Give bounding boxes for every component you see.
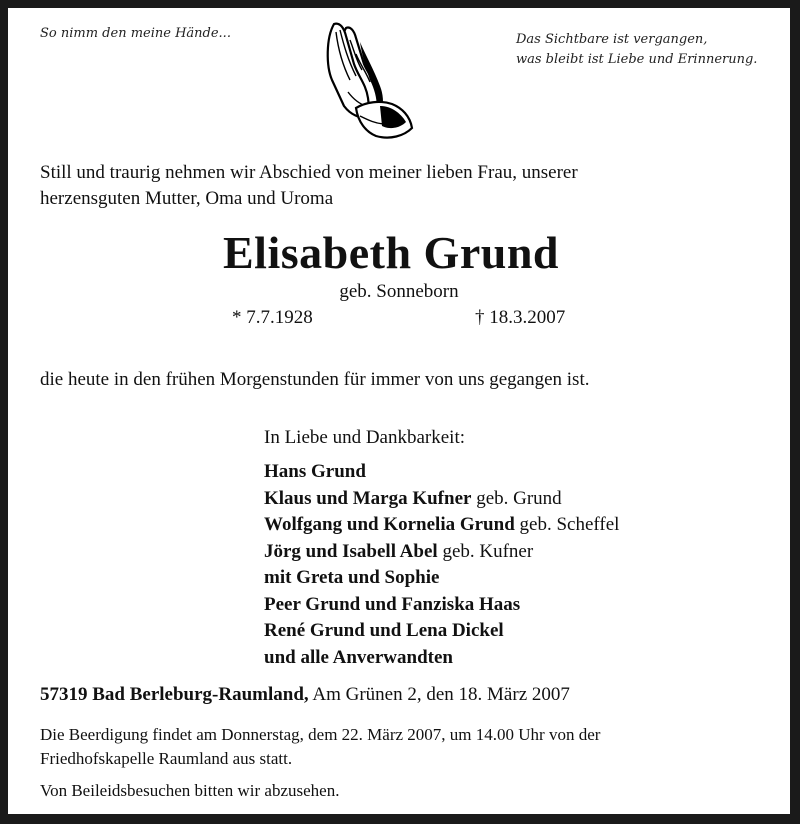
funeral-info [40,723,600,771]
maiden-name: geb. Sonneborn [339,281,459,302]
mourner-name: mit Greta und Sophie [264,567,440,588]
quote-right-line-2: was bleibt ist Liebe und Erinnerung. [516,52,758,67]
mourner-row [264,645,619,672]
mourner-row [264,565,619,592]
quote-right-line-1: Das Sichtbare ist vergangen, [516,32,708,47]
mourner-row [264,486,619,513]
address-place: 57319 Bad Berleburg-Raumland, [40,684,309,705]
birth-date: * 7.7.1928 [232,307,313,328]
funeral-line-2: Friedhofskapelle Raumland aus statt. [40,749,293,768]
mourner-row [264,592,619,619]
condolence-note: Von Beileidsbesuchen bitten wir abzusehen. [40,781,340,800]
obituary-card [8,8,790,814]
intro-text [40,160,578,212]
funeral-line-1: Die Beerdigung findet am Donnerstag, dem 22. März 2007, um 14.00 Uhr von der [40,725,601,744]
mourner-note: geb. Grund [471,487,562,509]
praying-hands-icon [320,20,416,142]
mourner-name: Jörg und Isabell Abel [264,540,438,562]
mourner-note: geb. Kufner [437,540,534,562]
mourner-name: Hans Grund [264,461,366,482]
mourner-name: Wolfgang und Kornelia Grund [264,514,515,535]
mourner-row [264,512,619,539]
deceased-name: Elisabeth Grund [223,227,559,278]
address-line [40,682,570,708]
intro-line-1: Still und traurig nehmen wir Abschied von meiner lieben Frau, unserer [40,162,578,183]
quote-left: So nimm den meine Hände... [40,26,231,41]
quote-right [516,30,757,70]
intro-line-2: herzensguten Mutter, Oma und Uroma [40,188,334,209]
mourner-name: Klaus und Marga Kufner [264,487,472,509]
mourner-name: und alle Anverwandten [264,646,453,668]
gratitude-line: In Liebe und Dankbarkeit: [264,427,466,448]
mourners-list [264,459,619,671]
death-date: † 18.3.2007 [475,307,566,328]
mourner-row [264,459,619,486]
mourner-name: Peer Grund und Fanziska Haas [264,593,521,615]
mourner-row [264,618,619,645]
address-rest: Am Grünen 2, den 18. März 2007 [308,684,570,705]
passing-text: die heute in den frühen Morgenstunden für immer von uns gegangen ist. [40,369,590,390]
mourner-note: geb. Scheffel [514,514,620,535]
mourner-name: René Grund und Lena Dickel [264,620,504,641]
mourner-row [264,539,619,566]
